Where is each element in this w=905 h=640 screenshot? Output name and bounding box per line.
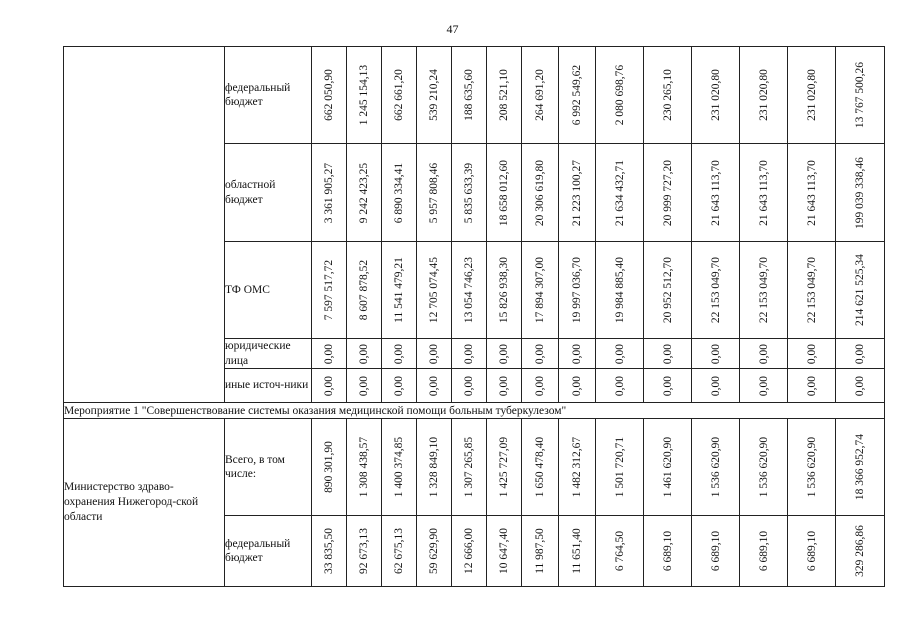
value-text: 1 245 154,13 — [358, 64, 370, 126]
value-cell — [312, 144, 347, 242]
value-text: 33 835,50 — [323, 528, 335, 574]
event-title: Мероприятие 1 "Совершенствование системы оказания медицинской помощи больным туберкулезом" — [64, 403, 885, 419]
row-label: иные источ-ники — [225, 369, 312, 403]
value-text: 6 689,10 — [757, 530, 770, 572]
value-text: 0,00 — [709, 375, 722, 396]
value-cell — [559, 339, 596, 369]
organization-name: Министерство здраво-охранения Нижегород-ской области — [64, 419, 225, 587]
value-text: 1 307 265,85 — [463, 436, 475, 498]
value-text: 0,00 — [323, 375, 335, 396]
value-text: 20 306 619,80 — [534, 159, 546, 226]
value-text: 21 643 113,70 — [757, 159, 770, 226]
value-cell — [644, 47, 692, 144]
value-text: 19 997 036,70 — [571, 256, 583, 324]
value-cell — [559, 242, 596, 339]
value-cell — [382, 339, 417, 369]
value-cell — [382, 144, 417, 242]
value-cell — [382, 419, 417, 516]
value-cell — [487, 144, 522, 242]
value-text: 59 629,90 — [428, 528, 440, 574]
value-cell — [312, 419, 347, 516]
value-cell — [836, 419, 885, 516]
value-cell — [644, 516, 692, 587]
value-cell — [788, 47, 836, 144]
value-text: 5 957 808,46 — [428, 162, 440, 223]
value-text: 13 054 746,23 — [463, 256, 475, 324]
event-section — [64, 403, 885, 587]
value-text: 7 597 517,72 — [323, 259, 335, 321]
value-cell — [559, 419, 596, 516]
value-cell — [644, 339, 692, 369]
value-cell — [559, 144, 596, 242]
value-text: 1 328 849,10 — [428, 436, 440, 498]
event-title-row — [64, 403, 885, 419]
value-cell — [312, 242, 347, 339]
value-cell — [644, 419, 692, 516]
value-text: 0,00 — [463, 343, 475, 364]
value-cell — [487, 339, 522, 369]
value-text: 188 635,60 — [463, 69, 475, 121]
value-text: 6 890 334,41 — [393, 162, 405, 223]
value-text: 8 607 878,52 — [358, 259, 370, 321]
value-text: 231 020,80 — [805, 69, 818, 121]
value-cell — [692, 339, 740, 369]
top-section — [64, 47, 885, 403]
value-cell — [692, 144, 740, 242]
value-text: 0,00 — [534, 375, 546, 396]
value-cell — [382, 369, 417, 403]
value-text: 17 894 307,00 — [534, 256, 546, 324]
value-text: 2 080 698,76 — [613, 64, 626, 126]
value-cell — [836, 242, 885, 339]
value-text: 6 764,50 — [613, 530, 626, 572]
value-cell — [452, 47, 487, 144]
value-cell — [740, 369, 788, 403]
value-text: 0,00 — [358, 375, 370, 396]
value-cell — [596, 339, 644, 369]
value-cell — [692, 369, 740, 403]
value-text: 0,00 — [757, 375, 770, 396]
value-text: 20 952 512,70 — [661, 256, 674, 324]
value-cell — [559, 369, 596, 403]
value-text: 20 999 727,20 — [661, 159, 674, 226]
value-text: 6 689,10 — [709, 530, 722, 572]
value-text: 0,00 — [428, 343, 440, 364]
value-cell — [836, 144, 885, 242]
value-cell — [452, 144, 487, 242]
value-text: 15 826 938,30 — [498, 256, 510, 324]
value-text: 1 400 374,85 — [393, 436, 405, 498]
value-cell — [347, 419, 382, 516]
value-text: 18 658 012,60 — [498, 159, 510, 226]
value-cell — [347, 369, 382, 403]
value-text: 199 039 338,46 — [854, 156, 866, 229]
row-label: областной бюджет — [225, 144, 312, 242]
blank-organization-cell — [64, 47, 225, 403]
value-cell — [836, 339, 885, 369]
value-cell — [417, 516, 452, 587]
value-text: 0,00 — [428, 375, 440, 396]
value-text: 0,00 — [498, 375, 510, 396]
row-label: федеральный бюджет — [225, 516, 312, 587]
value-cell — [692, 516, 740, 587]
value-cell — [347, 144, 382, 242]
value-text: 13 767 500,26 — [854, 61, 866, 129]
value-cell — [522, 242, 559, 339]
value-text: 92 673,13 — [358, 528, 370, 574]
value-text: 0,00 — [463, 375, 475, 396]
value-text: 0,00 — [613, 343, 626, 364]
value-cell — [559, 516, 596, 587]
value-text: 0,00 — [805, 375, 818, 396]
value-cell — [312, 369, 347, 403]
value-cell — [417, 339, 452, 369]
value-text: 0,00 — [757, 343, 770, 364]
value-text: 12 666,00 — [463, 528, 475, 574]
value-cell — [347, 339, 382, 369]
value-text: 662 050,90 — [323, 69, 335, 121]
value-text: 329 286,86 — [854, 525, 866, 577]
value-text: 6 992 549,62 — [571, 64, 583, 126]
value-cell — [382, 516, 417, 587]
value-text: 22 153 049,70 — [709, 256, 722, 324]
value-cell — [382, 47, 417, 144]
value-text: 0,00 — [393, 375, 405, 396]
value-cell — [487, 242, 522, 339]
value-cell — [522, 516, 559, 587]
value-text: 0,00 — [498, 343, 510, 364]
value-cell — [312, 47, 347, 144]
value-text: 21 643 113,70 — [709, 159, 722, 226]
value-cell — [596, 516, 644, 587]
value-text: 0,00 — [854, 375, 866, 396]
value-text: 62 675,13 — [393, 528, 405, 574]
value-text: 231 020,80 — [757, 69, 770, 121]
value-text: 9 242 423,25 — [358, 162, 370, 223]
value-text: 264 691,20 — [534, 69, 546, 121]
value-cell — [452, 339, 487, 369]
value-text: 1 425 727,09 — [498, 436, 510, 498]
value-cell — [452, 419, 487, 516]
value-cell — [596, 144, 644, 242]
value-text: 0,00 — [358, 343, 370, 364]
value-text: 1 308 438,57 — [358, 436, 370, 498]
value-text: 0,00 — [571, 343, 583, 364]
value-cell — [596, 369, 644, 403]
value-text: 11 541 479,21 — [393, 257, 405, 323]
value-cell — [522, 144, 559, 242]
value-cell — [740, 516, 788, 587]
value-cell — [312, 339, 347, 369]
budget-table — [63, 46, 885, 587]
value-text: 21 223 100,27 — [571, 159, 583, 226]
value-text: 0,00 — [854, 343, 866, 364]
value-text: 21 643 113,70 — [805, 159, 818, 226]
value-cell — [644, 144, 692, 242]
value-cell — [487, 47, 522, 144]
value-text: 0,00 — [661, 343, 674, 364]
value-text: 21 634 432,71 — [613, 159, 626, 226]
value-text: 0,00 — [661, 375, 674, 396]
value-cell — [836, 47, 885, 144]
value-text: 0,00 — [805, 343, 818, 364]
value-text: 0,00 — [323, 343, 335, 364]
value-cell — [692, 47, 740, 144]
value-cell — [788, 339, 836, 369]
value-cell — [788, 369, 836, 403]
value-text: 662 661,20 — [393, 69, 405, 121]
value-cell — [596, 419, 644, 516]
row-label: юридические лица — [225, 339, 312, 369]
value-cell — [836, 369, 885, 403]
value-text: 0,00 — [393, 343, 405, 364]
value-cell — [347, 242, 382, 339]
value-text: 1 461 620,90 — [661, 436, 674, 498]
value-text: 0,00 — [534, 343, 546, 364]
table-row — [64, 47, 885, 144]
value-cell — [452, 516, 487, 587]
value-cell — [417, 369, 452, 403]
value-cell — [596, 242, 644, 339]
value-cell — [692, 419, 740, 516]
value-cell — [788, 516, 836, 587]
value-cell — [417, 144, 452, 242]
value-text: 0,00 — [613, 375, 626, 396]
value-cell — [347, 516, 382, 587]
value-text: 214 621 525,34 — [854, 254, 866, 326]
row-label: федеральный бюджет — [225, 47, 312, 144]
value-text: 890 301,90 — [323, 441, 335, 493]
value-cell — [417, 242, 452, 339]
value-cell — [417, 47, 452, 144]
value-cell — [740, 419, 788, 516]
value-cell — [644, 369, 692, 403]
value-cell — [740, 47, 788, 144]
value-cell — [559, 47, 596, 144]
value-text: 12 705 074,45 — [428, 256, 440, 324]
value-text: 22 153 049,70 — [757, 256, 770, 324]
value-cell — [452, 369, 487, 403]
value-text: 539 210,24 — [428, 69, 440, 121]
value-text: 1 536 620,90 — [709, 436, 722, 498]
value-cell — [836, 516, 885, 587]
value-text: 208 521,10 — [498, 69, 510, 121]
value-cell — [487, 516, 522, 587]
value-text: 11 987,50 — [534, 528, 546, 574]
value-text: 19 984 885,40 — [613, 256, 626, 324]
value-cell — [452, 242, 487, 339]
row-label: Всего, в том числе: — [225, 419, 312, 516]
value-cell — [522, 339, 559, 369]
value-text: 1 536 620,90 — [805, 436, 818, 498]
value-text: 231 020,80 — [709, 69, 722, 121]
value-cell — [788, 144, 836, 242]
value-text: 1 501 720,71 — [613, 436, 626, 498]
value-cell — [692, 242, 740, 339]
value-text: 18 366 952,74 — [854, 433, 866, 501]
value-cell — [522, 369, 559, 403]
value-text: 6 689,10 — [661, 530, 674, 572]
row-label: ТФ ОМС — [225, 242, 312, 339]
value-cell — [788, 242, 836, 339]
value-cell — [487, 419, 522, 516]
value-cell — [788, 419, 836, 516]
table-row — [64, 419, 885, 516]
value-text: 1 536 620,90 — [757, 436, 770, 498]
value-text: 1 650 478,40 — [534, 436, 546, 498]
value-text: 0,00 — [571, 375, 583, 396]
value-text: 1 482 312,67 — [571, 436, 583, 498]
value-cell — [740, 242, 788, 339]
value-cell — [596, 47, 644, 144]
value-text: 11 651,40 — [571, 528, 583, 574]
value-cell — [522, 47, 559, 144]
value-cell — [312, 516, 347, 587]
value-text: 230 265,10 — [661, 69, 674, 121]
value-text: 22 153 049,70 — [805, 256, 818, 324]
value-text: 3 361 905,27 — [323, 162, 335, 223]
value-cell — [417, 419, 452, 516]
value-text: 10 647,40 — [498, 528, 510, 574]
value-cell — [347, 47, 382, 144]
page-number: 47 — [446, 22, 459, 36]
value-cell — [522, 419, 559, 516]
value-text: 5 835 633,39 — [463, 162, 475, 223]
value-cell — [382, 242, 417, 339]
value-cell — [487, 369, 522, 403]
value-text: 6 689,10 — [805, 530, 818, 572]
value-cell — [740, 339, 788, 369]
value-cell — [644, 242, 692, 339]
value-cell — [740, 144, 788, 242]
value-text: 0,00 — [709, 343, 722, 364]
